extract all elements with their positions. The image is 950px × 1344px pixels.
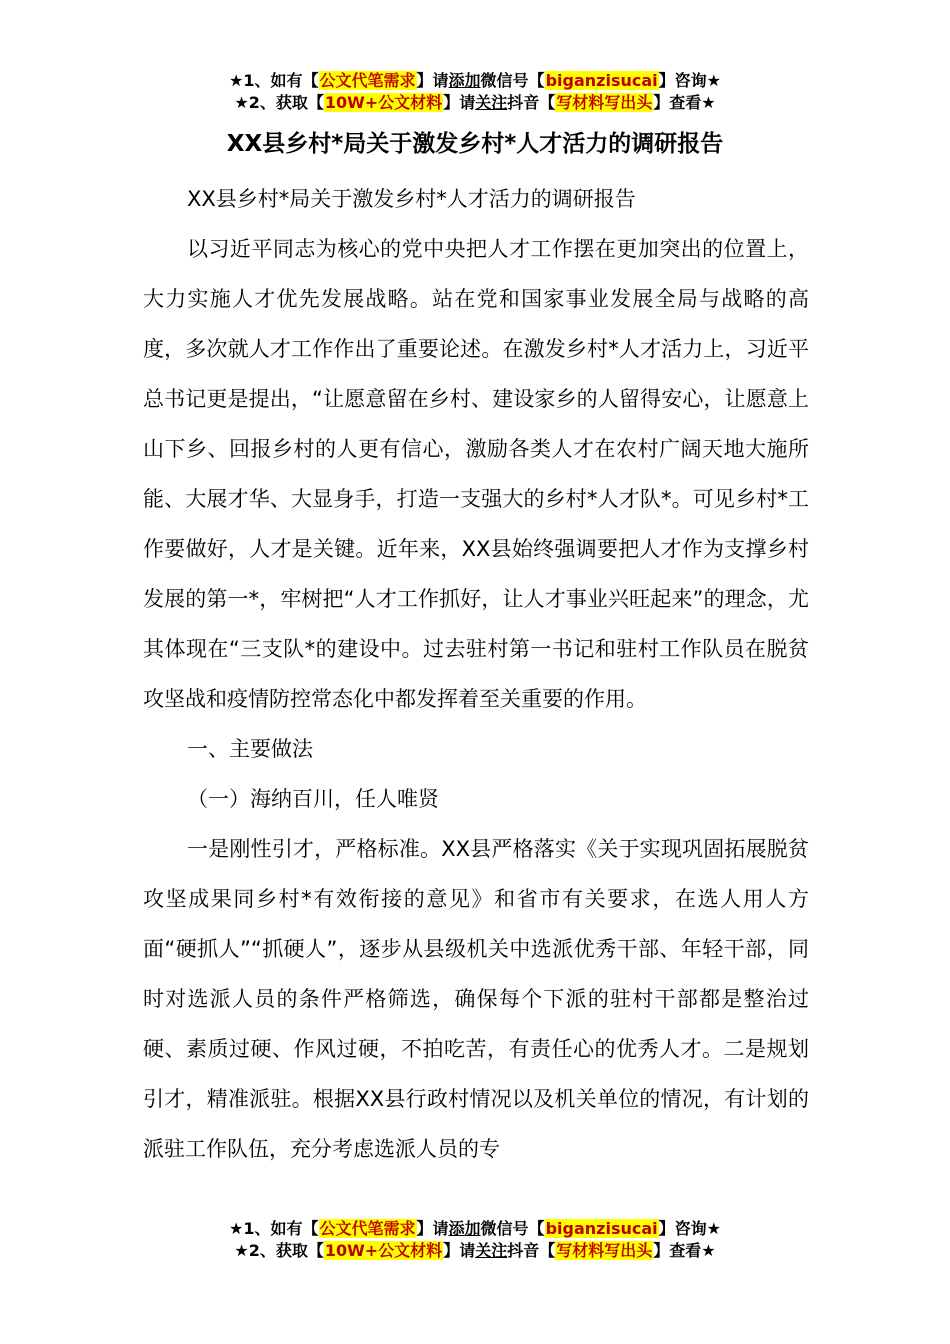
promo-text: 】请 [416,1219,449,1238]
document-title: XX县乡村*局关于激发乡村*人才活力的调研报告 [226,131,724,157]
document-body [143,174,809,1174]
subsection-heading: （一）海纳百川，任人唯贤 [187,787,439,811]
promo-underlined-text: 关注 [475,1241,508,1260]
promo-highlight: biganzisucai [545,1219,658,1238]
promo-highlight: 写材料写出头 [556,93,653,112]
promo-highlight: 公文代笔需求 [319,71,416,90]
promo-banner-top [0,70,950,114]
promo-highlight: 10W+公文材料 [324,1241,443,1260]
promo-text: 微信号【 [480,71,545,90]
promo-highlight: 写材料写出头 [556,1241,653,1260]
promo-banner-bottom [0,1218,950,1262]
promo-text: 抖音【 [507,1241,556,1260]
promo-text: ★1、如有【 [229,1219,319,1238]
promo-text: 】咨询★ [658,1219,721,1238]
promo-line-1 [0,70,950,92]
paragraph: 一是刚性引才，严格标准。XX县严格落实《关于实现巩固拓展脱贫攻坚成果同乡村*有效衔接的意见》和省市有关要求，在选人用人方面“硬抓人”“抓硬人”，逐步从县级机关中选派优秀干部、年轻干部，同时对选派人员的条件严格筛选，确保每个下派的驻村干部都是整治过硬、素质过硬、作风过硬，不拍吃苦，有责任心的优秀人才。二是规划引才，精准派驻。根据XX县行政村情况以及机关单位的情况，有计划的派驻工作队伍，充分考虑选派人员的专 [143,837,809,1161]
promo-text: 】咨询★ [658,71,721,90]
promo-underlined-text: 添加 [448,71,481,90]
promo-highlight: 公文代笔需求 [319,1219,416,1238]
promo-line-1 [0,1218,950,1240]
promo-line-2 [0,1240,950,1262]
promo-text: ★1、如有【 [229,71,319,90]
promo-highlight: biganzisucai [545,71,658,90]
promo-text: 】请 [443,93,476,112]
promo-text: 微信号【 [480,1219,545,1238]
section-heading: 一、主要做法 [187,737,313,761]
promo-highlight: 10W+公文材料 [324,93,443,112]
promo-text: ★2、获取【 [234,93,324,112]
promo-text: ★2、获取【 [234,1241,324,1260]
paragraph: XX县乡村*局关于激发乡村*人才活力的调研报告 [187,187,636,211]
promo-text: 】请 [416,71,449,90]
promo-text: 】查看★ [653,1241,716,1260]
promo-underlined-text: 添加 [448,1219,481,1238]
promo-text: 抖音【 [507,93,556,112]
paragraph: 以习近平同志为核心的党中央把人才工作摆在更加突出的位置上，大力实施人才优先发展战略。站在党和国家事业发展全局与战略的高度，多次就人才工作作出了重要论述。在激发乡村*人才活力上，习近平总书记更是提出，“让愿意留在乡村、建设家乡的人留得安心，让愿意上山下乡、回报乡村的人更有信心，激励各类人才在农村广阔天地大施所能、大展才华、大显身手，打造一支强大的乡村*人才队*。可见乡村*工作要做好，人才是关键。近年来，XX县始终强调要把人才作为支撑乡村发展的第一*，牢树把“人才工作抓好，让人才事业兴旺起来”的理念，尤其体现在“三支队*的建设中。过去驻村第一书记和驻村工作队员在脱贫攻坚战和疫情防控常态化中都发挥着至关重要的作用。 [143,237,809,711]
promo-underlined-text: 关注 [475,93,508,112]
promo-line-2 [0,92,950,114]
promo-text: 】查看★ [653,93,716,112]
promo-text: 】请 [443,1241,476,1260]
